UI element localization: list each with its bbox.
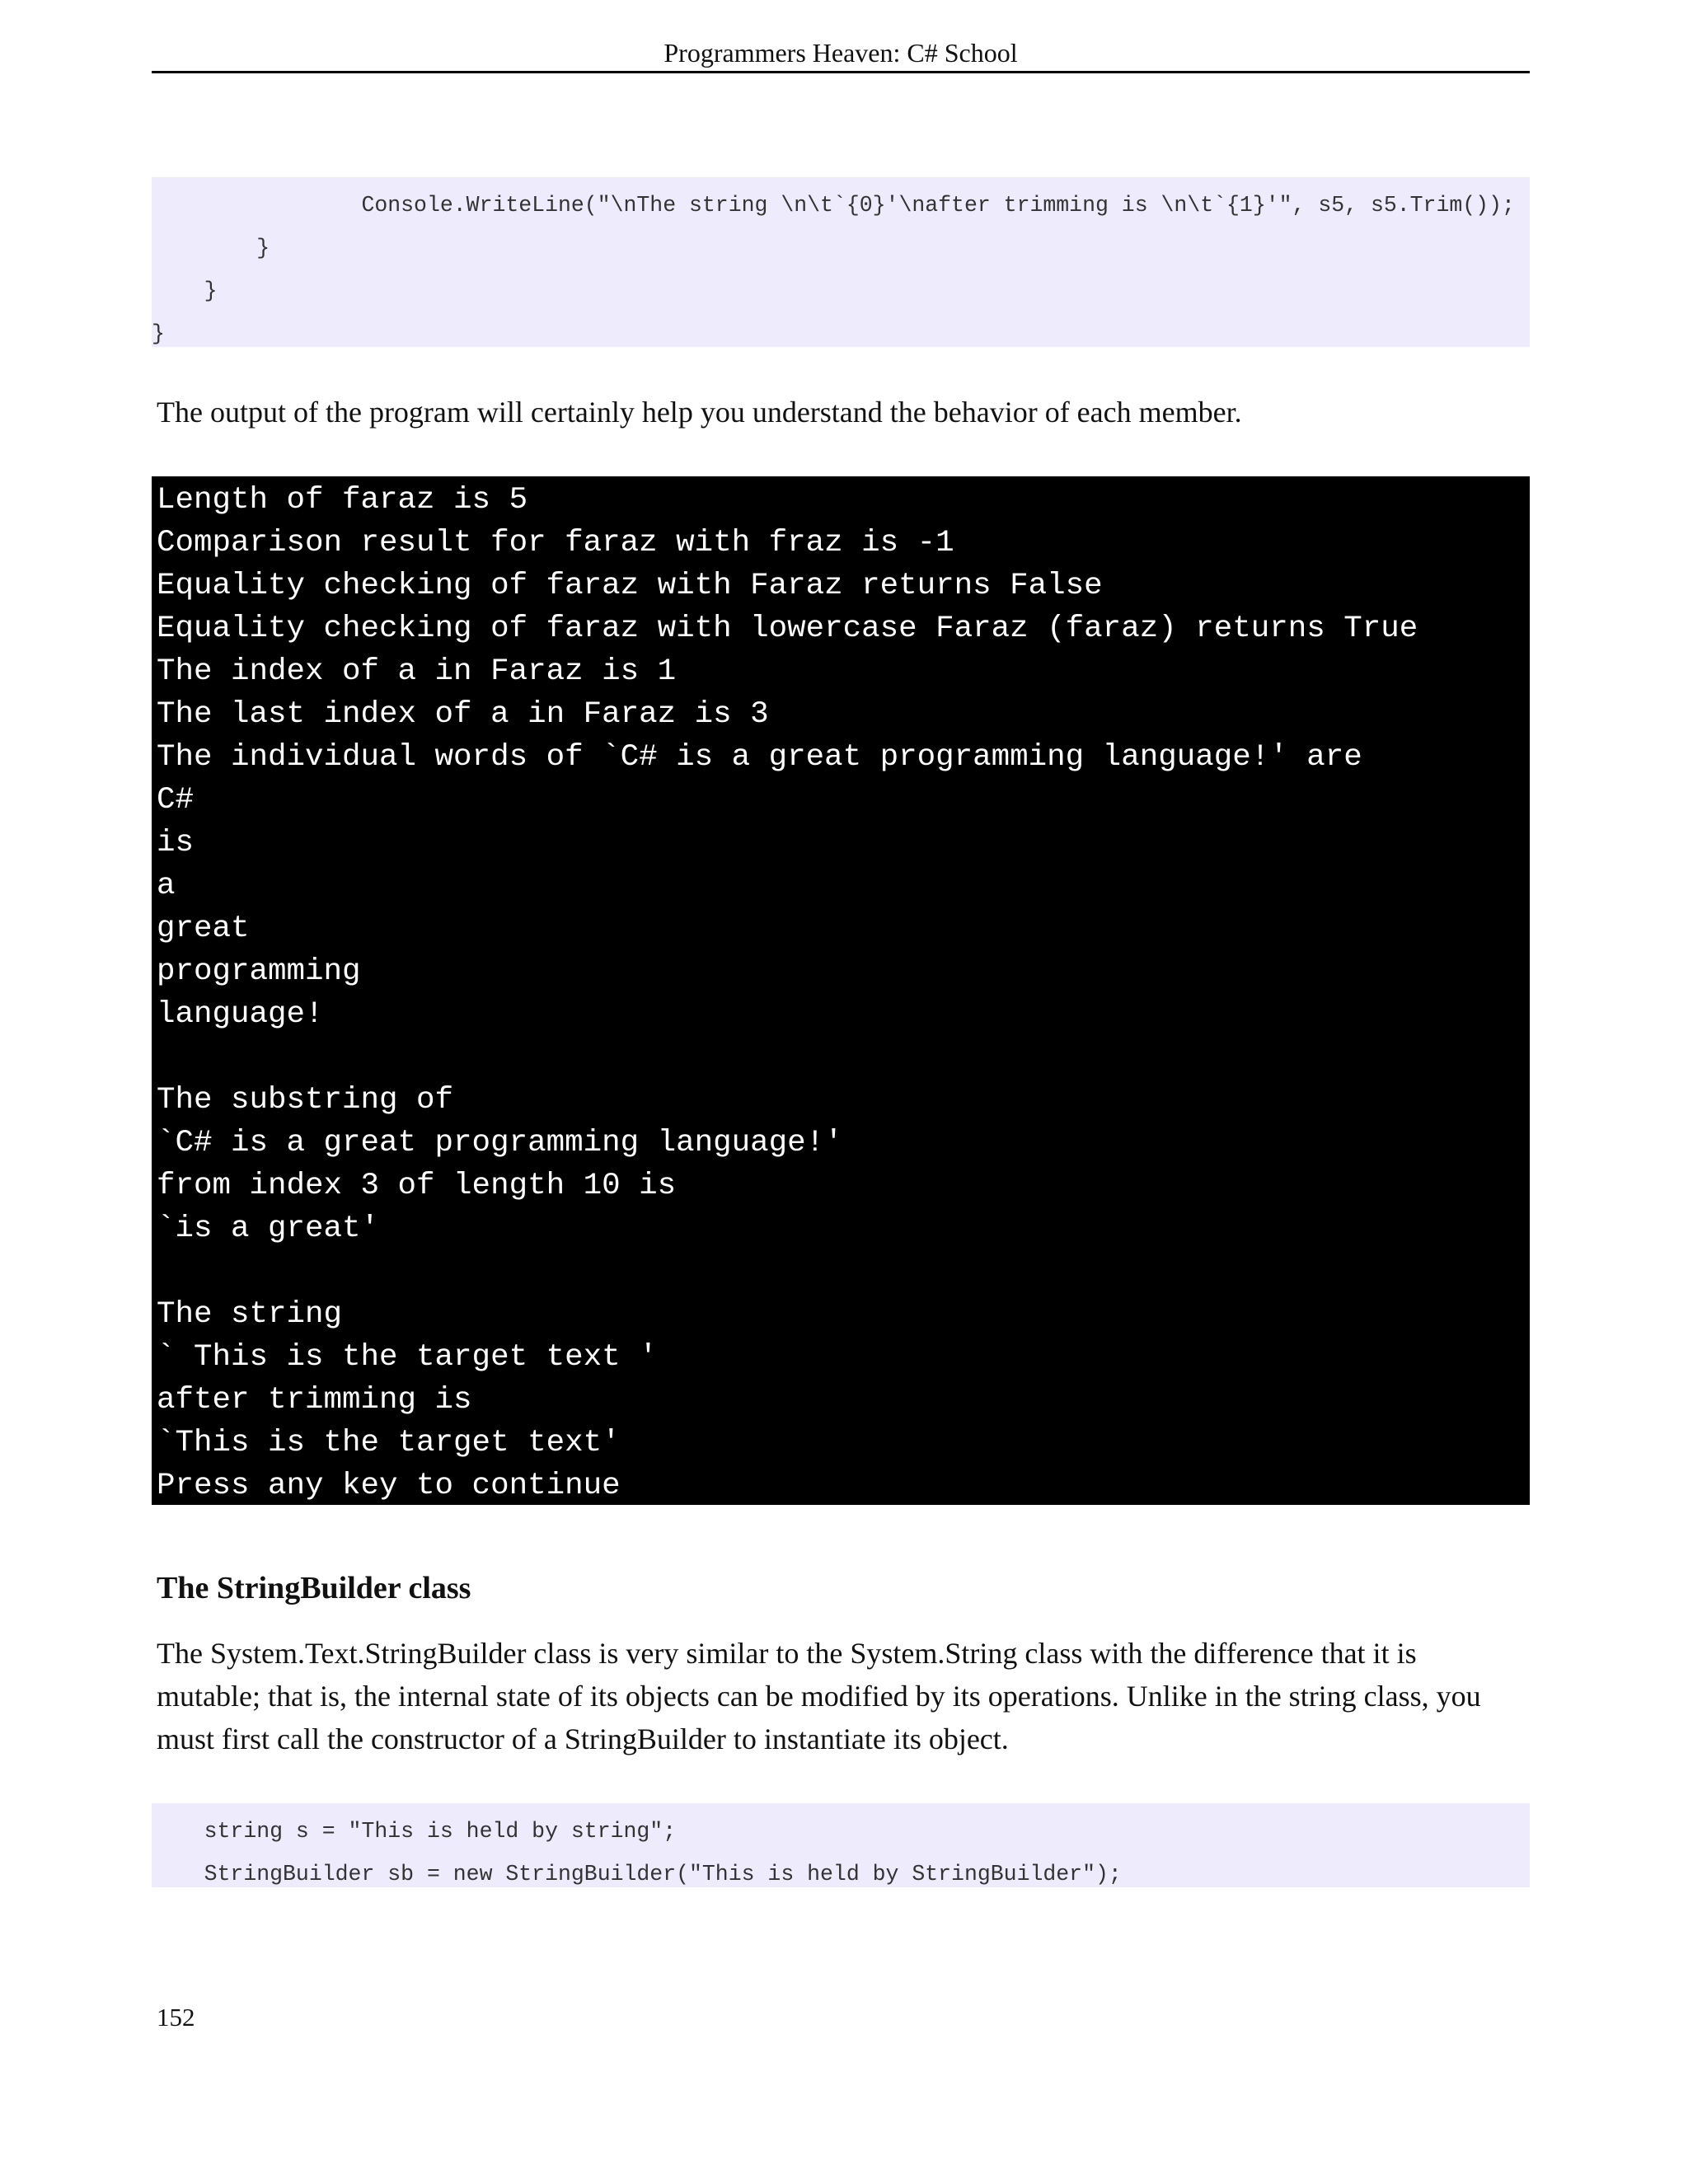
code-line: string s = "This is held by string"; bbox=[152, 1819, 677, 1844]
section-heading: The StringBuilder class bbox=[157, 1571, 471, 1605]
output-intro-paragraph: The output of the program will certainly help you understand the behavior of each member. bbox=[157, 396, 1242, 429]
console-line bbox=[157, 1250, 1530, 1293]
page-number: 152 bbox=[157, 2003, 195, 2032]
console-line: from index 3 of length 10 is bbox=[157, 1169, 677, 1203]
console-line: Length of faraz is 5 bbox=[157, 483, 528, 518]
console-line: The index of a in Faraz is 1 bbox=[157, 654, 677, 689]
stringbuilder-paragraph: The System.Text.StringBuilder class is very similar to the System.String class with the difference that it is mutable; that is, the internal state of its objects can be modified by its operations. Unlike in the string class, you must first call the constructor of a StringBuilder to instantiate its object. bbox=[157, 1637, 1481, 1755]
code-line: Console.WriteLine("\nThe string \n\t`{0}'\nafter trimming is \n\t`{1}'", s5, s5.Trim()); bbox=[152, 193, 1515, 218]
console-line: Equality checking of faraz with Faraz returns False bbox=[157, 569, 1103, 603]
code-block-bottom bbox=[152, 1803, 1530, 1887]
console-line: The string bbox=[157, 1297, 343, 1332]
console-line: `This is the target text' bbox=[157, 1426, 621, 1460]
console-line: language! bbox=[157, 997, 324, 1032]
console-line: after trimming is bbox=[157, 1383, 472, 1418]
console-line: The last index of a in Faraz is 3 bbox=[157, 697, 769, 732]
console-line: Comparison result for faraz with fraz is -1 bbox=[157, 526, 954, 560]
running-header bbox=[152, 36, 1530, 73]
console-line: programming bbox=[157, 954, 361, 989]
console-line: The individual words of `C# is a great programming language!' are bbox=[157, 740, 1362, 775]
console-line: great bbox=[157, 912, 250, 946]
console-line: `C# is a great programming language!' bbox=[157, 1126, 843, 1160]
console-line: ` This is the target text ' bbox=[157, 1340, 658, 1375]
code-line: } bbox=[152, 321, 165, 346]
console-line bbox=[157, 1036, 1530, 1079]
code-line: } bbox=[152, 236, 270, 260]
console-line: Press any key to continue bbox=[157, 1469, 621, 1503]
console-output bbox=[152, 476, 1530, 1505]
console-line: C# bbox=[157, 783, 195, 818]
console-line: `is a great' bbox=[157, 1212, 380, 1246]
console-line: a bbox=[157, 869, 176, 903]
header-title: Programmers Heaven: C# School bbox=[663, 38, 1018, 68]
console-line: Equality checking of faraz with lowercase Faraz (faraz) returns True bbox=[157, 612, 1418, 646]
code-line: } bbox=[152, 279, 218, 303]
code-line: StringBuilder sb = new StringBuilder("This is held by StringBuilder"); bbox=[152, 1862, 1122, 1886]
console-line: is bbox=[157, 826, 195, 860]
console-line: The substring of bbox=[157, 1083, 454, 1118]
code-block-top bbox=[152, 177, 1530, 347]
